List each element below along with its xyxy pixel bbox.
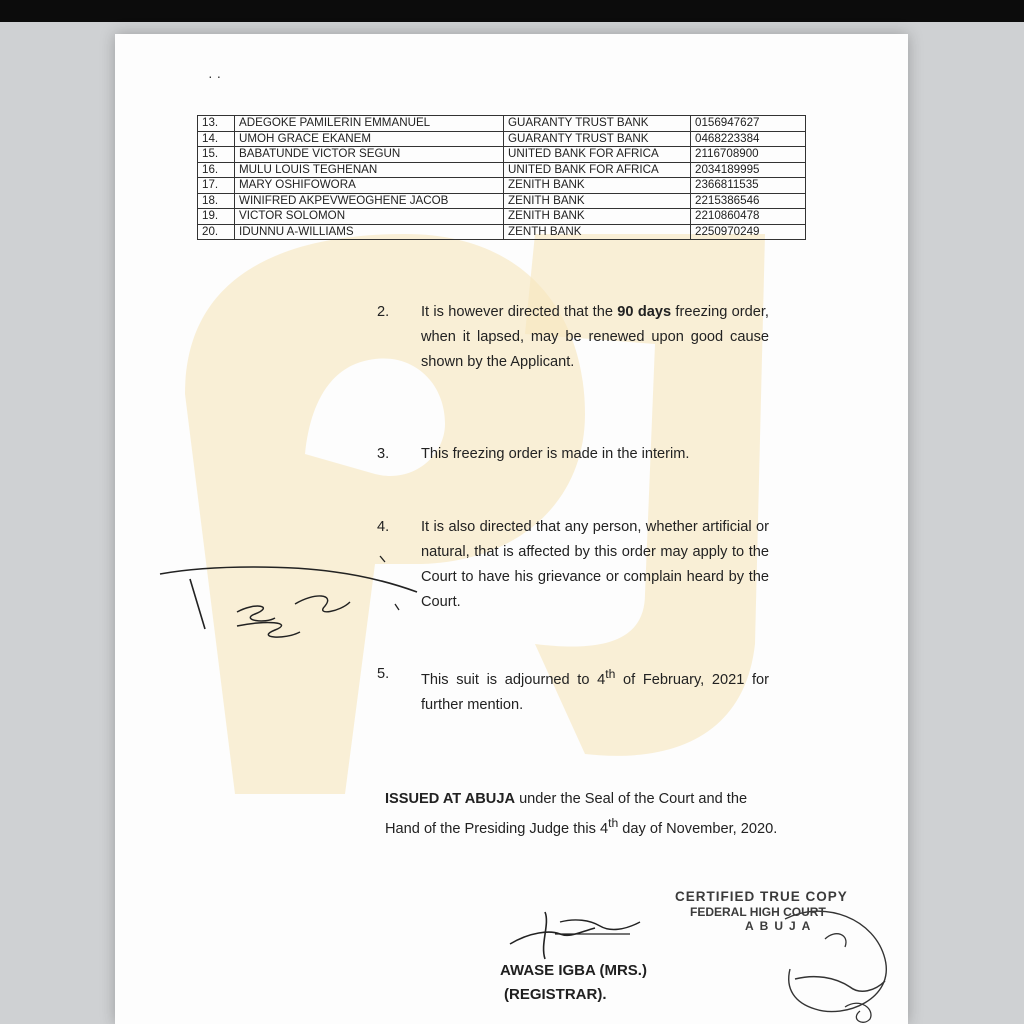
table-row: [198, 131, 806, 147]
issued-text-start: under the Seal of the Court and the Hand of the Presiding Judge this 4: [385, 791, 748, 837]
row-number: 17.: [198, 178, 235, 194]
item-number: 3.: [377, 446, 390, 462]
account-name: BABATUNDE VICTOR SEGUN: [235, 147, 504, 163]
registrar-name: AWASE IGBA (MRS.): [500, 962, 647, 979]
row-number: 19.: [198, 209, 235, 225]
table-row: [198, 162, 806, 178]
bank-name: ZENTH BANK: [504, 224, 691, 240]
table-row: [198, 178, 806, 194]
account-number: 0468223384: [691, 131, 806, 147]
issued-paragraph: [385, 787, 785, 841]
row-number: 16.: [198, 162, 235, 178]
item-text-emphasis: 90 days: [617, 304, 672, 320]
account-name: IDUNNU A-WILLIAMS: [235, 224, 504, 240]
registrar-title: (REGISTRAR).: [504, 986, 607, 1003]
row-number: 13.: [198, 116, 235, 132]
issued-heading: ISSUED AT ABUJA: [385, 791, 516, 807]
account-number: 2210860478: [691, 209, 806, 225]
bank-name: ZENITH BANK: [504, 209, 691, 225]
registrar-block: [500, 959, 700, 1007]
item-text-start: It is however directed that the: [421, 304, 618, 320]
stamp-line-1: CERTIFIED TRUE COPY: [675, 889, 848, 904]
table-row: [198, 224, 806, 240]
account-name: MARY OSHIFOWORA: [235, 178, 504, 194]
item-number: 2.: [377, 304, 390, 320]
item-text: This freezing order is made in the interim.: [421, 446, 690, 462]
registrar-signature: [500, 904, 650, 964]
account-number: 2034189995: [691, 162, 806, 178]
bank-name: ZENITH BANK: [504, 193, 691, 209]
table-row: [198, 193, 806, 209]
item-text-end: of February, 2021 for further mention.: [421, 671, 769, 713]
item-text: [421, 662, 769, 718]
stamp-line-2: FEDERAL HIGH COURT: [690, 905, 826, 919]
account-number: 2366811535: [691, 178, 806, 194]
issued-text-end: day of November, 2020.: [618, 820, 778, 837]
table-row: [198, 147, 806, 163]
stamp-line-3: ABUJA: [745, 919, 817, 933]
bank-name: ZENITH BANK: [504, 178, 691, 194]
item-text-end: freezing order, when it lapsed, may be renewed upon good cause shown by the Applicant.: [421, 304, 769, 370]
punch-marks: · ·: [208, 68, 222, 84]
document-page: [115, 34, 908, 1024]
ordinal-suffix: th: [605, 667, 616, 681]
account-number: 2250970249: [691, 224, 806, 240]
account-name: UMOH GRACE EKANEM: [235, 131, 504, 147]
account-name: MULU LOUIS TEGHENAN: [235, 162, 504, 178]
item-text-start: This suit is adjourned to 4: [421, 671, 606, 688]
table-row: [198, 116, 806, 132]
top-bar: [0, 0, 1024, 22]
item-number: 5.: [377, 666, 390, 682]
bank-name: UNITED BANK FOR AFRICA: [504, 162, 691, 178]
row-number: 15.: [198, 147, 235, 163]
bank-name: GUARANTY TRUST BANK: [504, 131, 691, 147]
item-number: 4.: [377, 519, 390, 535]
account-name: VICTOR SOLOMON: [235, 209, 504, 225]
item-text: It is also directed that any person, whether artificial or natural, that is affected by this order may apply to the Court to have his grievance or complain heard by the Court.: [421, 519, 769, 610]
item-text: [421, 300, 769, 375]
account-number: 2215386546: [691, 193, 806, 209]
judge-signature: [155, 534, 425, 644]
account-number: 2116708900: [691, 147, 806, 163]
account-name: WINIFRED AKPEVWEOGHENE JACOB: [235, 193, 504, 209]
account-number: 0156947627: [691, 116, 806, 132]
table-row: [198, 209, 806, 225]
account-name: ADEGOKE PAMILERIN EMMANUEL: [235, 116, 504, 132]
row-number: 18.: [198, 193, 235, 209]
bank-name: GUARANTY TRUST BANK: [504, 116, 691, 132]
bank-name: UNITED BANK FOR AFRICA: [504, 147, 691, 163]
row-number: 20.: [198, 224, 235, 240]
row-number: 14.: [198, 131, 235, 147]
ordinal-suffix: th: [608, 816, 619, 830]
accounts-table: [197, 115, 806, 240]
